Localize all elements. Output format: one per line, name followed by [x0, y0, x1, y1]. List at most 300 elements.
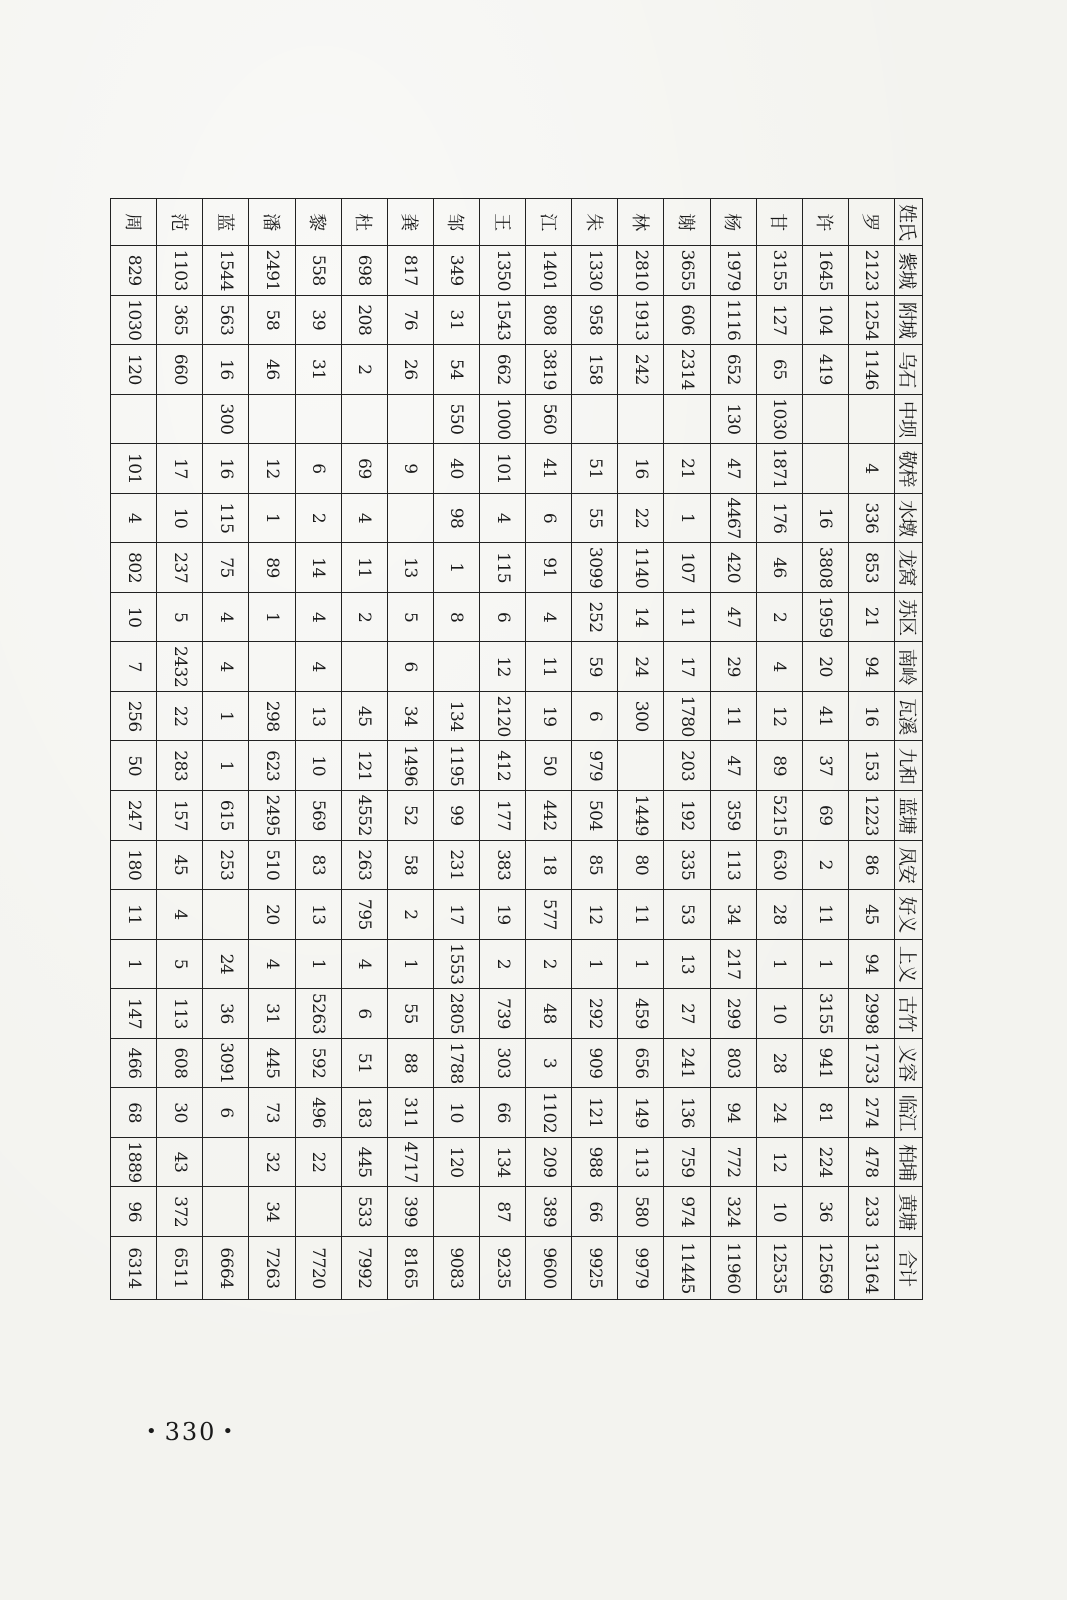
- count-cell: 2: [802, 840, 848, 890]
- count-cell: 17: [433, 890, 479, 940]
- count-cell: 13: [295, 890, 341, 940]
- count-cell: [618, 394, 664, 444]
- count-cell: 4: [295, 642, 341, 692]
- count-cell: 55: [387, 989, 433, 1039]
- count-cell: 11: [618, 890, 664, 940]
- count-cell: 65: [756, 345, 802, 395]
- count-cell: 5263: [295, 989, 341, 1039]
- count-cell: 558: [295, 246, 341, 296]
- count-cell: 941: [802, 1038, 848, 1088]
- header-cell-district: 紫城: [895, 246, 923, 296]
- table-row: [295, 199, 341, 1300]
- count-cell: 4: [157, 890, 203, 940]
- table-body: [111, 199, 895, 1300]
- count-cell: 10: [433, 1088, 479, 1138]
- count-cell: 48: [526, 989, 572, 1039]
- count-cell: 1: [203, 741, 249, 791]
- surname-cell: 邹: [433, 199, 479, 246]
- count-cell: 54: [433, 345, 479, 395]
- count-cell: 11: [802, 890, 848, 940]
- table-row: [710, 199, 756, 1300]
- count-cell: 127: [756, 295, 802, 345]
- count-cell: 580: [618, 1187, 664, 1237]
- count-cell: 478: [848, 1137, 894, 1187]
- count-cell: [802, 394, 848, 444]
- count-cell: 51: [572, 444, 618, 494]
- count-cell: [249, 642, 295, 692]
- count-cell: 4552: [341, 791, 387, 841]
- count-cell: 510: [249, 840, 295, 890]
- count-cell: 660: [157, 345, 203, 395]
- count-cell: 829: [111, 246, 157, 296]
- count-cell: 2: [480, 939, 526, 989]
- count-cell: 40: [433, 444, 479, 494]
- count-cell: 45: [157, 840, 203, 890]
- count-cell: 1871: [756, 444, 802, 494]
- count-cell: 157: [157, 791, 203, 841]
- table-row: [756, 199, 802, 1300]
- table-row: [526, 199, 572, 1300]
- count-cell: 6: [295, 444, 341, 494]
- table-row: [618, 199, 664, 1300]
- count-cell: 5215: [756, 791, 802, 841]
- count-cell: 1030: [111, 295, 157, 345]
- count-cell: 26: [387, 345, 433, 395]
- count-cell: 180: [111, 840, 157, 890]
- surname-distribution-table: [110, 198, 923, 1300]
- count-cell: [387, 493, 433, 543]
- count-cell: 149: [618, 1088, 664, 1138]
- count-cell: 662: [480, 345, 526, 395]
- page-number-dot-right: •: [222, 1421, 236, 1442]
- count-cell: 55: [572, 493, 618, 543]
- count-cell: 563: [203, 295, 249, 345]
- count-cell: 656: [618, 1038, 664, 1088]
- count-cell: 3155: [802, 989, 848, 1039]
- count-cell: 1000: [480, 394, 526, 444]
- count-cell: 50: [526, 741, 572, 791]
- count-cell: 231: [433, 840, 479, 890]
- count-cell: 121: [572, 1088, 618, 1138]
- total-cell: 7992: [341, 1237, 387, 1300]
- count-cell: 2: [526, 939, 572, 989]
- count-cell: 89: [249, 543, 295, 593]
- count-cell: 1: [249, 493, 295, 543]
- header-cell-district: 上义: [895, 939, 923, 989]
- surname-distribution-table-wrapper: [110, 198, 923, 1300]
- count-cell: 606: [664, 295, 710, 345]
- count-cell: 958: [572, 295, 618, 345]
- count-cell: 16: [618, 444, 664, 494]
- count-cell: 52: [387, 791, 433, 841]
- count-cell: 389: [526, 1187, 572, 1237]
- count-cell: 217: [710, 939, 756, 989]
- count-cell: 11: [111, 890, 157, 940]
- surname-cell: 杨: [710, 199, 756, 246]
- count-cell: 1: [295, 939, 341, 989]
- count-cell: 36: [203, 989, 249, 1039]
- count-cell: 383: [480, 840, 526, 890]
- total-cell: 12569: [802, 1237, 848, 1300]
- count-cell: 256: [111, 691, 157, 741]
- count-cell: 4: [480, 493, 526, 543]
- count-cell: 1350: [480, 246, 526, 296]
- count-cell: 101: [111, 444, 157, 494]
- count-cell: [249, 394, 295, 444]
- count-cell: 2123: [848, 246, 894, 296]
- count-cell: 51: [341, 1038, 387, 1088]
- count-cell: 1889: [111, 1137, 157, 1187]
- count-cell: 28: [756, 890, 802, 940]
- count-cell: 24: [203, 939, 249, 989]
- count-cell: 739: [480, 989, 526, 1039]
- count-cell: 2: [341, 345, 387, 395]
- count-cell: 359: [710, 791, 756, 841]
- count-cell: 592: [295, 1038, 341, 1088]
- count-cell: 1: [111, 939, 157, 989]
- table-row: [157, 199, 203, 1300]
- count-cell: 802: [111, 543, 157, 593]
- count-cell: 4467: [710, 493, 756, 543]
- count-cell: 2805: [433, 989, 479, 1039]
- count-cell: [341, 394, 387, 444]
- count-cell: 1: [802, 939, 848, 989]
- count-cell: 1030: [756, 394, 802, 444]
- count-cell: 89: [756, 741, 802, 791]
- count-cell: 39: [295, 295, 341, 345]
- count-cell: 104: [802, 295, 848, 345]
- count-cell: 88: [387, 1038, 433, 1088]
- count-cell: 18: [526, 840, 572, 890]
- count-cell: 34: [710, 890, 756, 940]
- count-cell: 209: [526, 1137, 572, 1187]
- count-cell: 17: [664, 642, 710, 692]
- count-cell: 4: [295, 592, 341, 642]
- count-cell: 233: [848, 1187, 894, 1237]
- count-cell: 1401: [526, 246, 572, 296]
- count-cell: 1: [433, 543, 479, 593]
- count-cell: 13: [387, 543, 433, 593]
- count-cell: 988: [572, 1137, 618, 1187]
- count-cell: 652: [710, 345, 756, 395]
- count-cell: 445: [249, 1038, 295, 1088]
- surname-cell: 黎: [295, 199, 341, 246]
- count-cell: 17: [157, 444, 203, 494]
- count-cell: 2: [295, 493, 341, 543]
- surname-cell: 江: [526, 199, 572, 246]
- count-cell: 115: [203, 493, 249, 543]
- count-cell: 120: [433, 1137, 479, 1187]
- count-cell: 324: [710, 1187, 756, 1237]
- count-cell: 1496: [387, 741, 433, 791]
- count-cell: 136: [664, 1088, 710, 1138]
- total-cell: 6314: [111, 1237, 157, 1300]
- count-cell: 365: [157, 295, 203, 345]
- count-cell: 83: [295, 840, 341, 890]
- count-cell: 183: [341, 1088, 387, 1138]
- count-cell: 69: [802, 791, 848, 841]
- count-cell: 419: [802, 345, 848, 395]
- count-cell: [387, 394, 433, 444]
- table-row: [341, 199, 387, 1300]
- count-cell: 37: [802, 741, 848, 791]
- count-cell: [572, 394, 618, 444]
- count-cell: [618, 741, 664, 791]
- count-cell: 1195: [433, 741, 479, 791]
- count-cell: 80: [618, 840, 664, 890]
- table-row: [111, 199, 157, 1300]
- count-cell: 2432: [157, 642, 203, 692]
- count-cell: 9: [387, 444, 433, 494]
- count-cell: 4: [848, 444, 894, 494]
- count-cell: 300: [203, 394, 249, 444]
- count-cell: 20: [802, 642, 848, 692]
- count-cell: 4: [756, 642, 802, 692]
- count-cell: 53: [664, 890, 710, 940]
- count-cell: 45: [341, 691, 387, 741]
- count-cell: [433, 642, 479, 692]
- header-cell-district: 乌石: [895, 345, 923, 395]
- count-cell: 113: [618, 1137, 664, 1187]
- count-cell: [203, 1137, 249, 1187]
- count-cell: 16: [802, 493, 848, 543]
- count-cell: 10: [295, 741, 341, 791]
- count-cell: 2810: [618, 246, 664, 296]
- count-cell: 47: [710, 444, 756, 494]
- count-cell: 817: [387, 246, 433, 296]
- count-cell: 176: [756, 493, 802, 543]
- header-cell-district: 附城: [895, 295, 923, 345]
- count-cell: 86: [848, 840, 894, 890]
- count-cell: 6: [526, 493, 572, 543]
- count-cell: 81: [802, 1088, 848, 1138]
- count-cell: 504: [572, 791, 618, 841]
- count-cell: 14: [618, 592, 664, 642]
- count-cell: 1449: [618, 791, 664, 841]
- table-row: [848, 199, 894, 1300]
- count-cell: 1780: [664, 691, 710, 741]
- count-cell: 4: [341, 939, 387, 989]
- count-cell: 115: [480, 543, 526, 593]
- count-cell: 1913: [618, 295, 664, 345]
- count-cell: 4: [249, 939, 295, 989]
- count-cell: 1: [572, 939, 618, 989]
- count-cell: 5: [387, 592, 433, 642]
- surname-cell: 甘: [756, 199, 802, 246]
- header-cell-district: 柏埔: [895, 1137, 923, 1187]
- count-cell: 1: [618, 939, 664, 989]
- count-cell: [203, 1187, 249, 1237]
- count-cell: 6: [480, 592, 526, 642]
- count-cell: 241: [664, 1038, 710, 1088]
- page-number-value: 330: [164, 1418, 217, 1446]
- total-cell: 6664: [203, 1237, 249, 1300]
- count-cell: 3099: [572, 543, 618, 593]
- surname-cell: 龚: [387, 199, 433, 246]
- count-cell: 3: [526, 1038, 572, 1088]
- count-cell: 12: [249, 444, 295, 494]
- count-cell: 298: [249, 691, 295, 741]
- count-cell: 772: [710, 1137, 756, 1187]
- surname-cell: 林: [618, 199, 664, 246]
- count-cell: 22: [295, 1137, 341, 1187]
- count-cell: 5: [157, 592, 203, 642]
- count-cell: 11: [526, 642, 572, 692]
- count-cell: [157, 394, 203, 444]
- count-cell: 974: [664, 1187, 710, 1237]
- count-cell: 2998: [848, 989, 894, 1039]
- count-cell: 59: [572, 642, 618, 692]
- count-cell: 41: [526, 444, 572, 494]
- count-cell: 3091: [203, 1038, 249, 1088]
- count-cell: 22: [618, 493, 664, 543]
- count-cell: 31: [249, 989, 295, 1039]
- count-cell: 41: [802, 691, 848, 741]
- count-cell: 153: [848, 741, 894, 791]
- count-cell: 12: [756, 691, 802, 741]
- count-cell: 1544: [203, 246, 249, 296]
- count-cell: 803: [710, 1038, 756, 1088]
- header-cell-district: 九和: [895, 741, 923, 791]
- count-cell: 2120: [480, 691, 526, 741]
- count-cell: 16: [203, 444, 249, 494]
- header-cell-surname: 姓氏: [895, 199, 923, 246]
- count-cell: 445: [341, 1137, 387, 1187]
- count-cell: 1223: [848, 791, 894, 841]
- count-cell: 6: [572, 691, 618, 741]
- count-cell: [203, 890, 249, 940]
- header-cell-district: 敬梓: [895, 444, 923, 494]
- total-cell: 7720: [295, 1237, 341, 1300]
- count-cell: 252: [572, 592, 618, 642]
- count-cell: 99: [433, 791, 479, 841]
- total-cell: 8165: [387, 1237, 433, 1300]
- table-row: [802, 199, 848, 1300]
- total-cell: 11445: [664, 1237, 710, 1300]
- count-cell: 12: [572, 890, 618, 940]
- count-cell: 47: [710, 592, 756, 642]
- count-cell: 247: [111, 791, 157, 841]
- count-cell: 1543: [480, 295, 526, 345]
- count-cell: 459: [618, 989, 664, 1039]
- count-cell: 2: [756, 592, 802, 642]
- count-cell: 3655: [664, 246, 710, 296]
- count-cell: 349: [433, 246, 479, 296]
- count-cell: 300: [618, 691, 664, 741]
- count-cell: [802, 444, 848, 494]
- header-cell-district: 中坝: [895, 394, 923, 444]
- table-row: [572, 199, 618, 1300]
- count-cell: 283: [157, 741, 203, 791]
- count-cell: 242: [618, 345, 664, 395]
- count-cell: 4717: [387, 1137, 433, 1187]
- count-cell: 560: [526, 394, 572, 444]
- header-cell-district: 瓦溪: [895, 691, 923, 741]
- count-cell: 10: [756, 1187, 802, 1237]
- page-number: [140, 1418, 241, 1446]
- count-cell: 3819: [526, 345, 572, 395]
- total-cell: 7263: [249, 1237, 295, 1300]
- count-cell: 58: [249, 295, 295, 345]
- count-cell: 1553: [433, 939, 479, 989]
- count-cell: 27: [664, 989, 710, 1039]
- count-cell: 4: [203, 592, 249, 642]
- count-cell: 94: [848, 939, 894, 989]
- count-cell: 121: [341, 741, 387, 791]
- page-number-dot-left: •: [146, 1421, 159, 1442]
- surname-cell: 潘: [249, 199, 295, 246]
- count-cell: 158: [572, 345, 618, 395]
- count-cell: 19: [480, 890, 526, 940]
- count-cell: 12: [480, 642, 526, 692]
- table-row: [203, 199, 249, 1300]
- header-cell-district: 龙窝: [895, 543, 923, 593]
- header-cell-district: 苏区: [895, 592, 923, 642]
- count-cell: 87: [480, 1187, 526, 1237]
- count-cell: 76: [387, 295, 433, 345]
- count-cell: 29: [710, 642, 756, 692]
- count-cell: [295, 394, 341, 444]
- count-cell: 73: [249, 1088, 295, 1138]
- table-header-row: [895, 199, 923, 1300]
- count-cell: 4: [341, 493, 387, 543]
- count-cell: 13: [295, 691, 341, 741]
- count-cell: 21: [664, 444, 710, 494]
- count-cell: 94: [710, 1088, 756, 1138]
- surname-cell: 罗: [848, 199, 894, 246]
- count-cell: 91: [526, 543, 572, 593]
- count-cell: 412: [480, 741, 526, 791]
- header-cell-district: 水墩: [895, 493, 923, 543]
- count-cell: 1645: [802, 246, 848, 296]
- count-cell: 46: [249, 345, 295, 395]
- total-cell: 9235: [480, 1237, 526, 1300]
- count-cell: 1959: [802, 592, 848, 642]
- count-cell: 34: [387, 691, 433, 741]
- count-cell: 36: [802, 1187, 848, 1237]
- count-cell: 550: [433, 394, 479, 444]
- count-cell: 4: [203, 642, 249, 692]
- count-cell: 43: [157, 1137, 203, 1187]
- count-cell: 96: [111, 1187, 157, 1237]
- count-cell: 1102: [526, 1088, 572, 1138]
- count-cell: 98: [433, 493, 479, 543]
- count-cell: 10: [157, 493, 203, 543]
- surname-cell: 蓝: [203, 199, 249, 246]
- count-cell: 68: [111, 1088, 157, 1138]
- count-cell: 2: [341, 592, 387, 642]
- count-cell: 11: [341, 543, 387, 593]
- header-cell-district: 蓝塘: [895, 791, 923, 841]
- count-cell: 1116: [710, 295, 756, 345]
- count-cell: 533: [341, 1187, 387, 1237]
- count-cell: 569: [295, 791, 341, 841]
- count-cell: 4: [526, 592, 572, 642]
- count-cell: 130: [710, 394, 756, 444]
- count-cell: 466: [111, 1038, 157, 1088]
- count-cell: 28: [756, 1038, 802, 1088]
- surname-cell: 杜: [341, 199, 387, 246]
- header-cell-district: 凤安: [895, 840, 923, 890]
- count-cell: 34: [249, 1187, 295, 1237]
- count-cell: 50: [111, 741, 157, 791]
- count-cell: 335: [664, 840, 710, 890]
- count-cell: [341, 642, 387, 692]
- count-cell: 2495: [249, 791, 295, 841]
- count-cell: 909: [572, 1038, 618, 1088]
- count-cell: 2491: [249, 246, 295, 296]
- count-cell: 795: [341, 890, 387, 940]
